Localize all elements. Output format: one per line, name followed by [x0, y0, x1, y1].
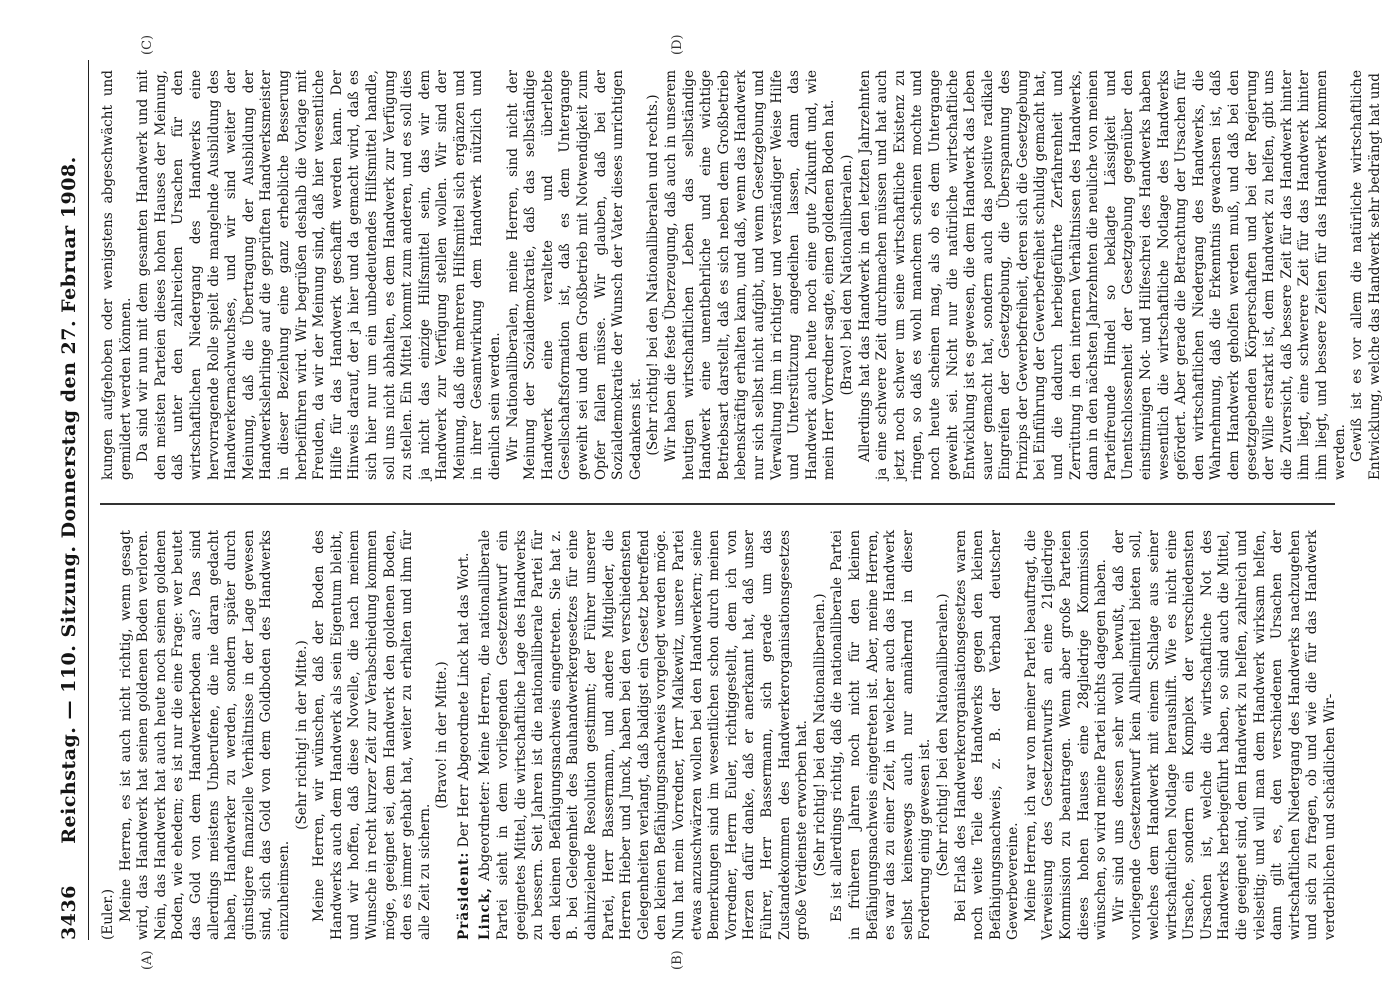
column-divider	[100, 504, 1335, 506]
paragraph: Da sind wir nun mit dem gesamten Handwerk und mit den meisten Parteien dieses hohen Hauses der Meinung, daß unter den zahlreichen Ursachen für den wirtschaftlichen Niedergang des Handwerks eine hervorragende Rolle spielt die mangelnde Ausbildung des Handwerkernachwuchses, und wir sind weiter der Meinung, daß die Übertragung der Ausbildung der Handwerkslehrlinge auf die geprüften Handwerksmeister in dieser Beziehung eine ganz erhebliche Besserung herbeiführen wird. Wir begrüßen deshalb die Vorlage mit Freuden, da wir der Meinung sind, daß hier wesentliche Hilfe für das Handwerk geschafft werden kann. Der Hinweis darauf, der ja hier und da gemacht wird, daß es sich hier nur um ein unbedeutendes Hilfsmittel handle, soll uns nicht abhalten, es dem Handwerk zur Verfügung zu stellen. Ein Mittel kommt zum anderen, und es soll dies ja nicht das einzige Hilfsmittel sein, das wir dem Handwerk zur Verfügung stellen wollen. Wir sind der Meinung, daß die mehreren Hilfsmittel sich ergänzen und in ihrer Gesamtwirkung dem Handwerk nützlich und dienlich sein werden.	[135, 70, 504, 480]
paragraph: Es ist allerdings richtig, daß die nationalliberale Partei in früheren Jahren noch nicht für den kleinen Befähigungsnachweis eingetreten ist. Aber, meine Herren, es war das zu einer Zeit, in welcher auch das Handwerk selbst keineswegs auch nur annähernd in dieser Forderung einig gewesen ist.	[829, 530, 934, 940]
paragraph: Meine Herren, ich war von meiner Partei beauftragt, die Verweisung des Gesetzentwurfs an eine 21gliedrige Kommission zu beantragen. Wenn aber große Parteien dieses hohen Hauses eine 28gliedrige Kommission wünschen, so wird meine Partei nichts dagegen haben.	[1022, 530, 1110, 940]
paragraph: Allerdings hat das Handwerk in den letzten Jahrzehnten ja eine schwere Zeit durchmachen müssen und hat auch jetzt noch schwer um seine wirtschaftliche Existenz zu ringen, so daß es wohl manchem scheinen mochte und noch heute scheinen mag, als ob es dem Untergange geweiht sei. Nicht nur die natürliche wirtschaftliche Entwicklung ist es gewesen, die dem Handwerk das Leben sauer gemacht hat, sondern auch das positive radikale Eingreifen der Gesetzgebung, die Überspannung des Prinzips der Gewerbefreiheit, deren sich die Gesetzgebung bei Einführung der Gewerbefreiheit schuldig gemacht hat, und die dadurch herbeigeführte Zerfahrenheit und Zerrüttung in den internen Verhältnissen des Handwerks, dann in den nächsten Jahrzehnten die neuliche von meinen Parteifreunde Hindel so beklagte Lässigkeit und Unentschlossenheit der Gesetzgebung gegenüber den einstimmigen Not- und Hilfeschrei des Handwerks haben wesentlich die wirtschaftliche Notlage des Handwerks gefördert. Aber gerade die Betrachtung der Ursachen für den wirtschaftlichen Niedergang des Handwerks, die Wahrnehmung, daß die Erkenntnis gewachsen ist, daß dem Handwerk geholfen werden muß, und daß bei den gesetzgebenden Körperschaften und bei der Regierung der Wille erstarkt ist, dem Handwerk zu helfen, gibt uns die Zuversicht, daß bessere Zeit für das Handwerk hinter ihm liegt, eine schwerere Zeit für das Handwerk hinter ihm liegt, und bessere Zeiten für das Handwerk kommen werden.	[856, 70, 1348, 480]
margin-marker-c: (C)	[140, 34, 155, 55]
column-left	[100, 530, 1338, 940]
paragraph: Wir Nationalliberalen, meine Herren, sind nicht der Meinung der Sozialdemokratie, daß das selbständige Handwerk eine veraltete und überlebte Gesellschaftsformation ist, daß es dem Untergange geweiht sei und dem Großbetrieb mit Notwendigkeit zum Opfer fallen müsse. Wir glauben, daß bei der Sozialdemokratie der Wunsch der Vater dieses unrichtigen Gedankens ist.	[504, 70, 644, 480]
column-right	[100, 70, 1383, 480]
margin-marker-b: (B)	[670, 950, 685, 970]
margin-marker-d: (D)	[670, 34, 685, 55]
interjection: (Sehr richtig! bei den Nationalliberalen.)	[934, 593, 951, 877]
speaker-continuation: (Euler.)	[100, 888, 116, 940]
running-title: Reichstag. — 110. Sitzung. Donnerstag den 27. Februar 1908.	[58, 156, 80, 844]
newspaper-page	[50, 34, 1383, 970]
speaker-label: Präsident:	[455, 851, 472, 940]
paragraph: kungen aufgehoben oder wenigstens abgeschwächt und gemildert werden können.	[100, 70, 134, 480]
interjection: (Sehr richtig! in der Mitte.)	[293, 640, 310, 830]
interjection: (Sehr richtig! bei den Nationalliberalen und rechts.)	[645, 94, 662, 456]
paragraph: Wir haben die feste Überzeugung, daß auch in unserem heutigen wirtschaftlichen Leben das selbständige Handwerk eine unentbehrliche und eine wichtige Betriebsart darstellt, daß es sich neben dem Großbetrieb lebenskräftig erhalten kann, und daß, wenn das Handwerk nur sich selbst nicht aufgibt, und wenn Gesetzgebung und Verwaltung ihm in richtiger und verständiger Weise Hilfe und Unterstützung angedeihen lassen, dann das Handwerk auch heute noch eine gute Zukunft und, wie mein Herr Vorredner sagte, einen goldenen Boden hat.	[663, 70, 838, 480]
paragraph: Gewiß ist es vor allem die natürliche wirtschaftliche Entwicklung, welche das Handwerk sehr bedrängt hat und	[1349, 70, 1383, 480]
interjection: (Bravo! in der Mitte.)	[434, 661, 451, 809]
page-header	[50, 60, 89, 940]
paragraph: Meine Herren, wir wünschen, daß der Boden des Handwerks auch dem Handwerk als sein Eigentum bleibt, und wir hoffen, daß diese Novelle, die nach meinem Wunsche in recht kurzer Zeit zur Verabschiedung kommen möge, geeignet sei, dem Handwerk den goldenen Boden, den es immer gehabt hat, weiter zu erhalten und ihm für alle Zeit zu sichern.	[311, 530, 433, 940]
margin-marker-a: (A)	[140, 950, 155, 970]
interjection: (Sehr richtig! bei den Nationalliberalen.)	[811, 593, 828, 877]
paragraph: Meine Herren, es ist auch nicht richtig, wenn gesagt wird, das Handwerk hat seinen goldenen Boden verloren. Nein, das Handwerk hat auch heute noch seinen goldenen Boden, wie ehedem; es ist nur die eine Frage: wer beutet das Gold von dem Handwerkerboden aus? Das sind allerdings meistens Unberufene, die nie daran gedacht haben, Handwerker zu werden, sondern später durch günstigere finanzielle Verhältnisse in der Lage gewesen sind, sich das Gold von dem Goldboden des Handwerks einzuheimsen.	[117, 530, 292, 940]
statement-text: Der Herr Abgeordnete Linck hat das Wort.	[455, 552, 472, 848]
statement-text: Abgeordneter: Meine Herren, die nationalliberale Partei sieht in dem vorliegenden Gesetzentwurf ein geeignetes Mittel, die wirtschaftliche Lage des Handwerks zu bessern. Seit Jahren ist die nationalliberale Partei für den kleinen Befähigungsnachweis eingetreten. Sie hat z. B. bei Gelegenheit des Bauhandwerkergesetzes für eine dahinzielende Resolution gestimmt; der Führer unserer Partei, Herr Bassermann, und andere Mitglieder, die Herren Hieber und Junck, haben bei den verschiedensten Gelegenheiten verlangt, daß baldigst ein Gesetz betreffend den kleinen Befähigungsnachweis vorgelegt werden möge. Nun hat mein Vorredner, Herr Malkewitz, unsere Partei etwas anzuschwärzen wollen bei den Handwerkern; seine Bemerkungen sind im wesentlichen schon durch meinen Vorredner, Herrn Euler, richtiggestellt, dem ich von Herzen dafür danke, daß er anerkannt hat, daß unser Führer, Herr Bassermann, sich gerade um das Zustandekommen des Handwerkerorganisationsgesetzes große Verdienste erworben hat.	[477, 530, 811, 940]
interjection: (Bravo! bei den Nationalliberalen.)	[838, 154, 855, 396]
speech-linck	[477, 530, 811, 940]
speaker-label: Linck,	[477, 886, 494, 940]
president-statement	[456, 530, 474, 940]
page-number: 3436	[58, 885, 80, 940]
paragraph: Bei Erlaß des Handwerkerorganisationsgesetzes waren noch weite Teile des Handwerks gegen den kleinen Befähigungsnachweis, z. B. der Verband deutscher Gewerbevereine.	[952, 530, 1022, 940]
paragraph: Wir sind uns dessen sehr wohl bewußt, daß der vorliegende Gesetzentwurf kein Allheilmittel bieten soll, welches dem Handwerk mit einem Schlage aus seiner wirtschaftlichen Notlage heraushilft. Wie es nicht eine Ursache, sondern ein Komplex der verschiedensten Ursachen ist, welche die wirtschaftliche Not des Handwerks herbeigeführt haben, so sind auch die Mittel, die geeignet sind, dem Handwerk zu helfen, zahlreich und vielseitig; und will man dem Handwerk wirksam helfen, dann gilt es, den verschiedenen Ursachen der wirtschaftlichen Niedergang des Handwerks nachzugehen und sich zu fragen, ob und wie die für das Handwerk verderblichen und schädlichen Wir-	[1110, 530, 1338, 940]
